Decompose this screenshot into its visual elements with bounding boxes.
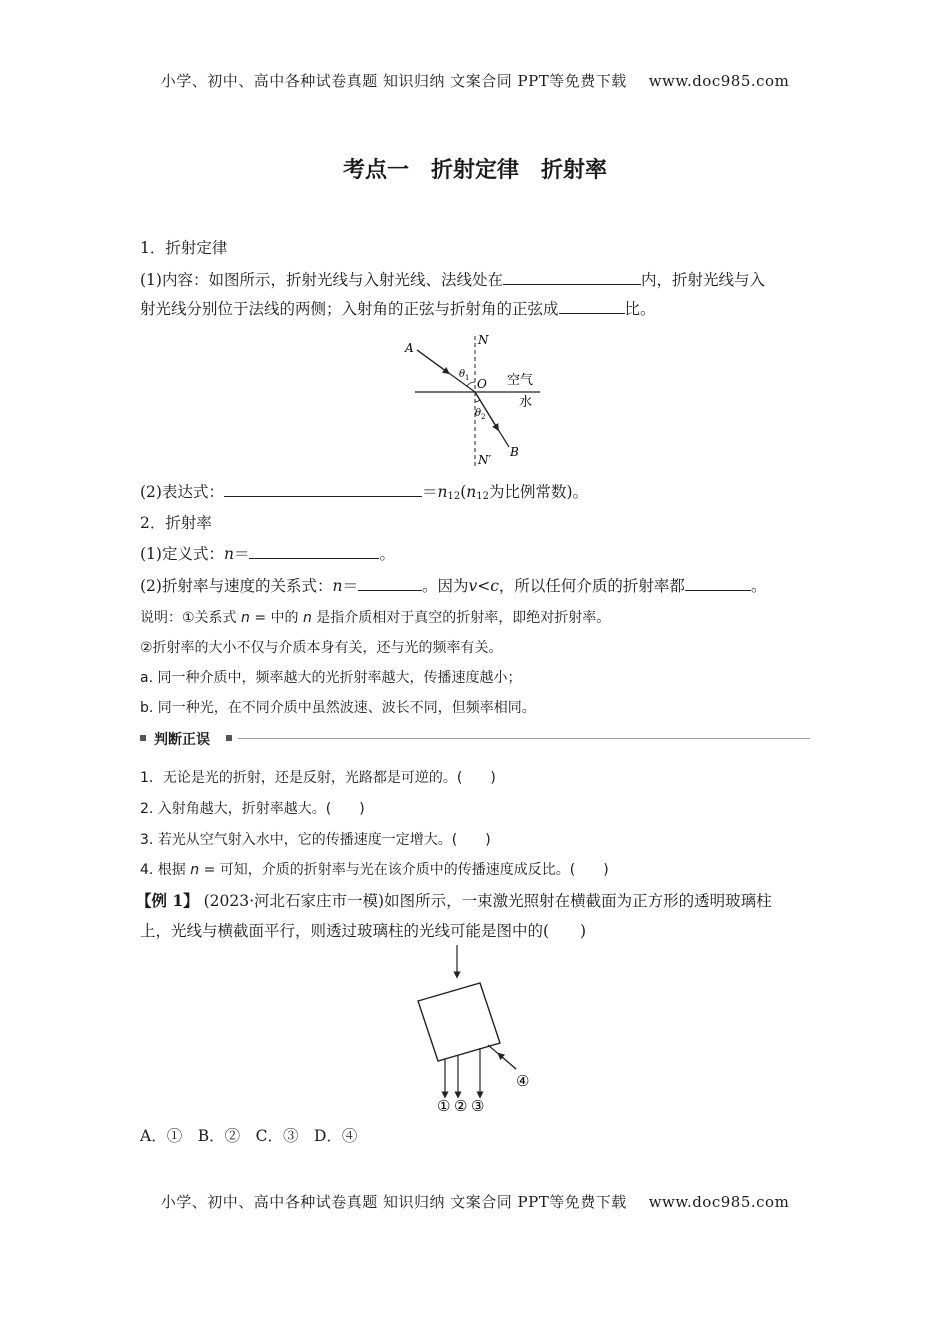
def-b: ＝ — [233, 545, 250, 563]
label-4: ④ — [516, 1072, 530, 1090]
s2-definition — [140, 542, 395, 564]
def-a: (1)定义式： — [140, 545, 224, 563]
label-water: 水 — [519, 395, 533, 410]
s1-p1c: 射光线分别位于法线的两侧；入射角的正弦与折射角的正弦成 — [140, 300, 559, 318]
example-line2: 上，光线与横截面平行，则透过玻璃柱的光线可能是图中的( ) — [140, 922, 587, 940]
label-theta1: θ — [459, 369, 466, 380]
note1c: 是指介质相对于真空的折射率，即绝对折射率。 — [311, 610, 611, 626]
label-A: A — [405, 341, 414, 355]
judge-q2: 2. 入射角越大，折射率越大。( ) — [140, 801, 365, 817]
expr-n: n — [437, 483, 448, 501]
label-theta2: θ — [475, 408, 482, 419]
s1-p1-line1 — [140, 268, 765, 290]
expr-a: (2)表达式： — [140, 483, 224, 501]
judge-q1: 1．无论是光的折射，还是反射，光路都是可逆的。( ) — [140, 770, 496, 786]
s1-expression — [140, 480, 588, 502]
example-text1: (2023·河北石家庄市一模)如图所示，一束激光照射在横截面为正方形的透明玻璃柱 — [198, 892, 772, 910]
blank-greater[interactable] — [685, 576, 751, 591]
example-tag: 【例 1】 — [136, 891, 199, 910]
label-O: O — [477, 377, 487, 391]
rel-a: (2)折射率与速度的关系式： — [140, 577, 333, 595]
footer-site: www.doc985.com — [648, 1193, 790, 1211]
s1-p1d: 比。 — [624, 300, 656, 318]
blank-ratio[interactable] — [559, 299, 625, 314]
s2-relation — [140, 574, 766, 596]
rel-c: 。因为 — [421, 577, 469, 595]
label-3: ③ — [471, 1097, 485, 1115]
note1a: 说明：①关系式 — [140, 610, 242, 626]
expr-sub2: 12 — [476, 491, 489, 502]
judge-q4 — [140, 859, 609, 879]
expr-n2: n — [466, 483, 477, 501]
blank-plane[interactable] — [503, 270, 641, 285]
rel-n: n — [332, 577, 343, 595]
ray-4-arrow — [500, 1055, 516, 1069]
label-2: ② — [454, 1097, 468, 1115]
bar-square-right — [226, 735, 232, 741]
refraction-diagram — [395, 322, 555, 472]
judge-label: 判断正误 — [154, 732, 210, 748]
label-theta1-sub: 1 — [465, 374, 470, 382]
expr-sub: 12 — [447, 491, 461, 502]
footer-text: 小学、初中、高中各种试卷真题 知识归纳 文案合同 PPT等免费下载 — [160, 1193, 627, 1211]
expr-d: 为比例常数)。 — [488, 483, 589, 501]
glass-square — [418, 983, 500, 1061]
q4b: = 可知，介质的折射率与光在该介质中的传播速度成反比。( ) — [199, 862, 609, 878]
blank-definition[interactable] — [249, 544, 379, 559]
blank-expression[interactable] — [224, 482, 422, 497]
rel-b: ＝ — [342, 577, 358, 595]
example-options: A．① B．② C．③ D．④ — [140, 1127, 358, 1145]
note-4: b. 同一种光，在不同介质中虽然波速、波长不同，但频率相同。 — [140, 700, 536, 716]
judge-section-bar — [140, 729, 810, 747]
expr-b: ＝ — [421, 483, 438, 501]
page-header — [0, 70, 950, 91]
rel-d: ，所以任何介质的折射率都 — [498, 577, 685, 595]
page-title: 考点一 折射定律 折射率 — [342, 158, 607, 183]
header-site: www.doc985.com — [648, 72, 790, 90]
note-2: ②折射率的大小不仅与介质本身有关，还与光的频率有关。 — [140, 640, 503, 656]
note1n: n — [241, 610, 250, 626]
rel-e: 。 — [750, 577, 767, 595]
note1b: = 中的 — [249, 610, 303, 626]
judge-q3: 3. 若光从空气射入水中，它的传播速度一定增大。( ) — [140, 832, 491, 848]
glass-prism-diagram — [400, 945, 550, 1117]
rel-v: v<c — [468, 577, 499, 595]
bar-rule — [238, 738, 810, 739]
q4a: 4. 根据 — [140, 862, 191, 878]
bar-square-left — [140, 735, 146, 741]
s1-p1b: 内，折射光线与入 — [640, 271, 765, 289]
note1n2: n — [302, 610, 312, 626]
s1-p1-line2 — [140, 297, 656, 319]
header-text: 小学、初中、高中各种试卷真题 知识归纳 文案合同 PPT等免费下载 — [160, 72, 627, 90]
page-footer — [0, 1191, 950, 1212]
label-B: B — [510, 445, 519, 459]
label-Nprime: N′ — [478, 453, 492, 467]
label-theta2-sub: 2 — [481, 413, 486, 421]
q4n: n — [190, 862, 200, 878]
theta1-arc — [467, 382, 475, 386]
s2-heading: 2．折射率 — [140, 514, 212, 532]
s1-heading: 1．折射定律 — [140, 239, 228, 257]
label-1: ① — [437, 1097, 451, 1115]
example-line1 — [136, 889, 772, 911]
label-N: N — [478, 333, 489, 347]
label-air: 空气 — [507, 373, 534, 388]
def-n: n — [223, 545, 234, 563]
blank-relation[interactable] — [358, 576, 422, 591]
note-3: a. 同一种介质中，频率越大的光折射率越大，传播速度越小； — [140, 670, 522, 686]
def-c: 。 — [379, 545, 395, 563]
note-1 — [140, 607, 610, 627]
s1-p1a: (1)内容：如图所示，折射光线与入射光线、法线处在 — [140, 271, 503, 289]
incident-arrow — [417, 350, 447, 372]
expr-c: ( — [460, 483, 467, 501]
theta2-arc — [475, 400, 480, 402]
